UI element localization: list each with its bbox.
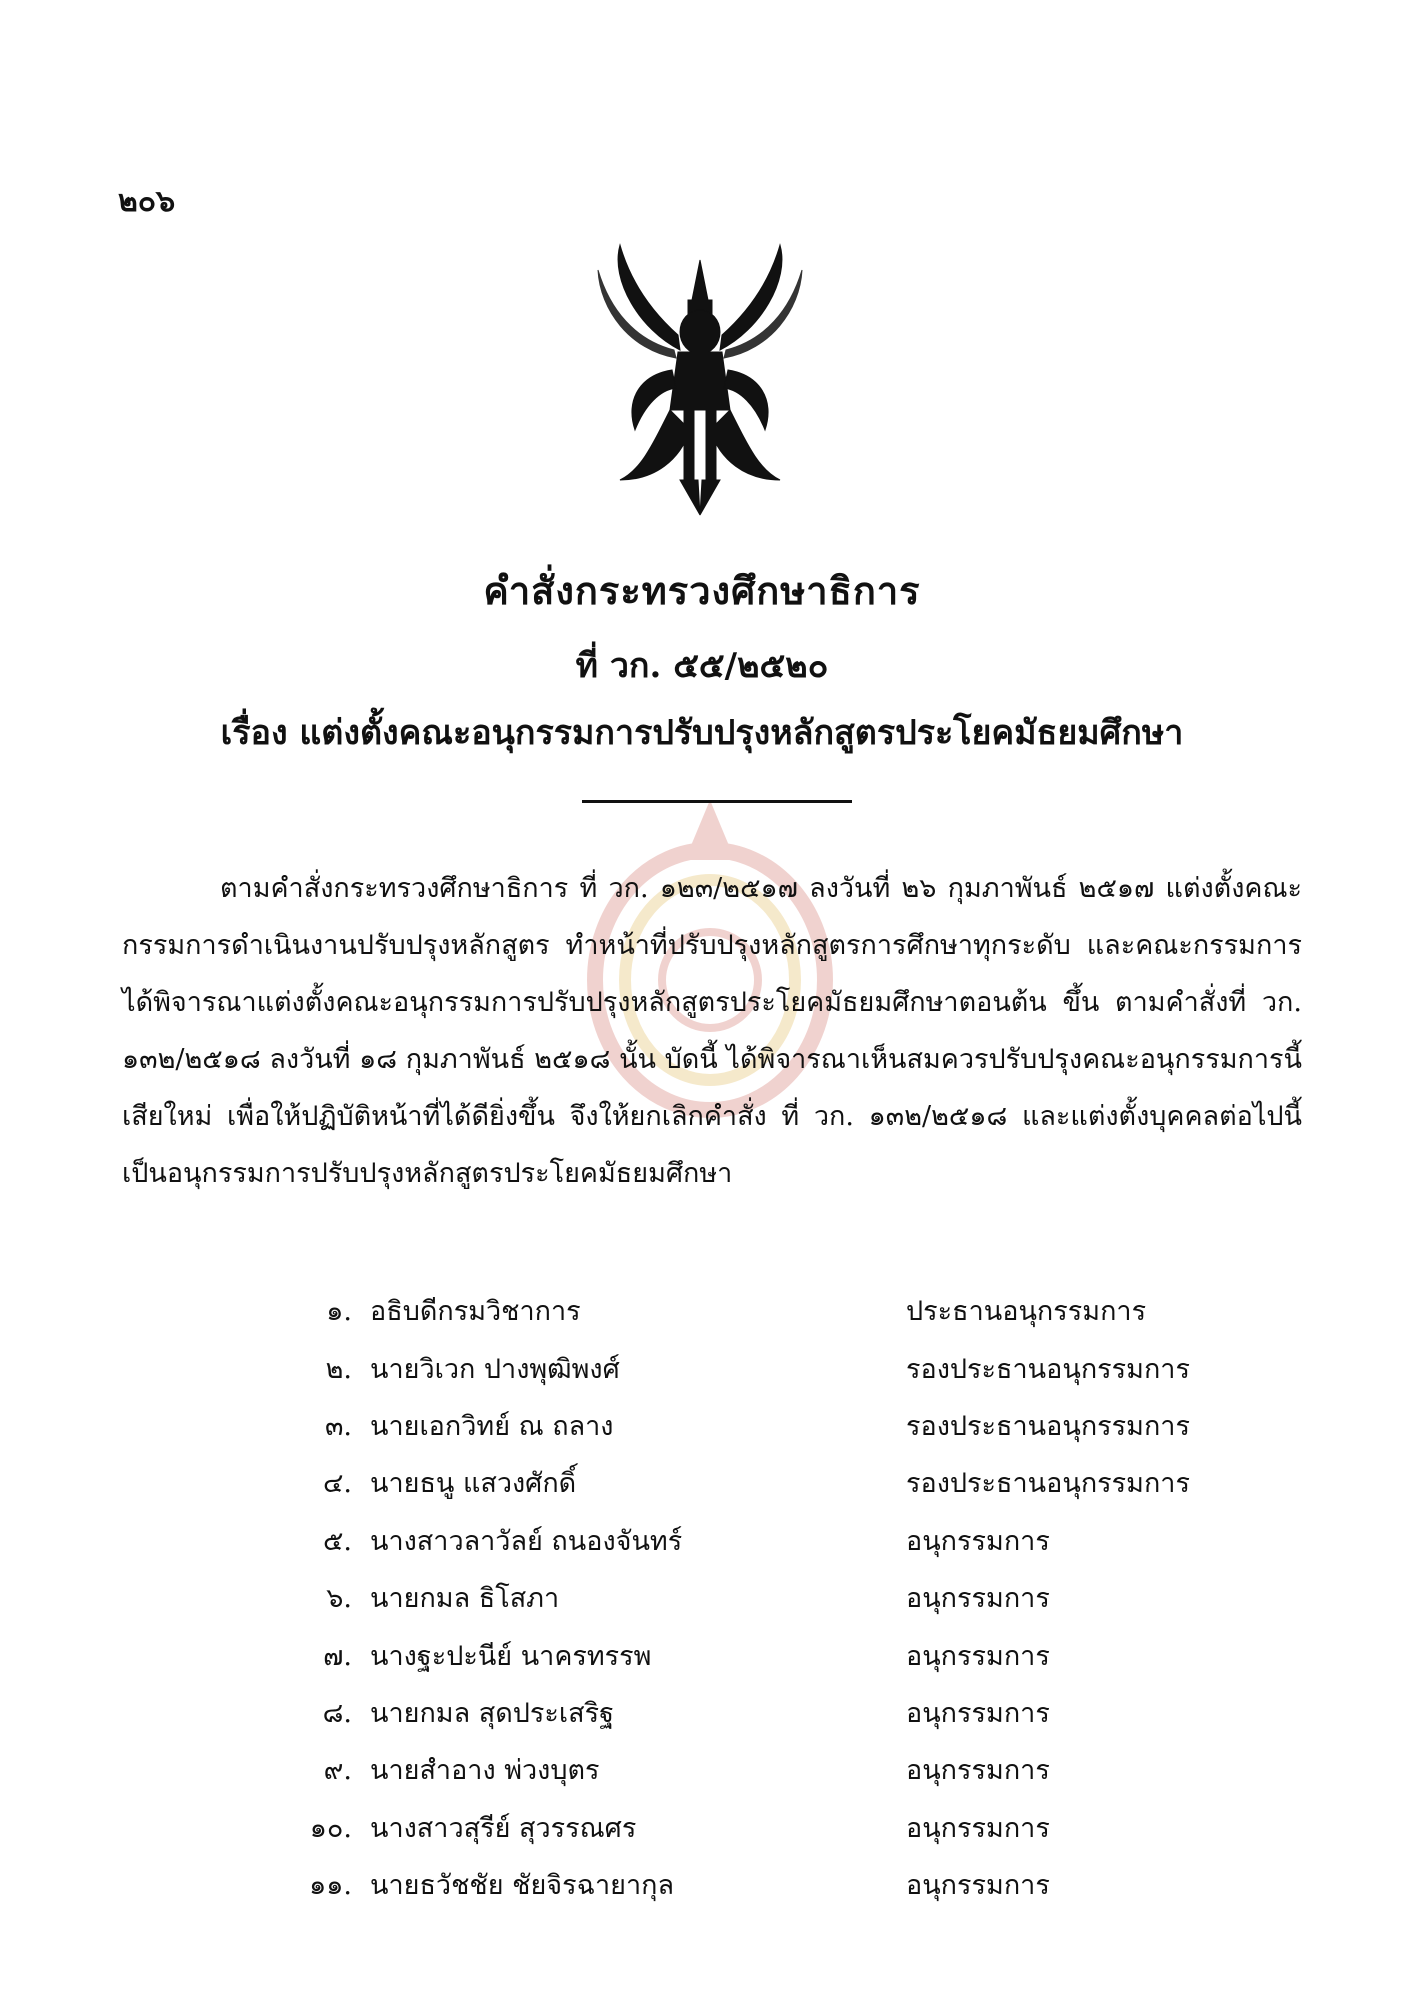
garuda-emblem-icon <box>580 240 820 520</box>
list-item <box>270 1569 1230 1626</box>
member-name: นางสาวสุรีย์ สุวรรณศร <box>370 1812 637 1844</box>
list-item <box>270 1282 1230 1339</box>
member-role: รองประธานอนุกรรมการ <box>906 1353 1190 1385</box>
list-item <box>270 1856 1230 1913</box>
document-subject: เรื่อง แต่งตั้งคณะอนุกรรมการปรับปรุงหลักสูตรประโยคมัธยมศึกษา <box>220 713 1184 753</box>
member-number: ๕. <box>322 1525 352 1557</box>
member-name: นายกมล ธิโสภา <box>370 1583 560 1615</box>
member-role: อนุกรรมการ <box>906 1640 1050 1672</box>
page-number: ๒๐๖ <box>118 184 176 219</box>
member-number: ๙. <box>323 1755 352 1787</box>
member-number: ๖. <box>326 1583 352 1615</box>
member-role: อนุกรรมการ <box>906 1583 1050 1615</box>
list-item <box>270 1454 1230 1511</box>
member-role: อนุกรรมการ <box>906 1812 1050 1844</box>
document-title: คำสั่งกระทรวงศึกษาธิการ <box>483 568 921 613</box>
member-name: นายวิเวก ปางพุฒิพงศ์ <box>370 1353 620 1385</box>
member-role: รองประธานอนุกรรมการ <box>906 1410 1190 1442</box>
member-name: นายกมล สุดประเสริฐ <box>370 1697 614 1729</box>
list-item <box>270 1397 1230 1454</box>
member-role: อนุกรรมการ <box>906 1525 1050 1557</box>
list-item <box>270 1799 1230 1856</box>
member-number: ๘. <box>322 1697 352 1729</box>
member-name: นายสำอาง พ่วงบุตร <box>370 1755 600 1787</box>
list-item <box>270 1512 1230 1569</box>
member-role: อนุกรรมการ <box>906 1870 1050 1902</box>
divider <box>582 800 852 803</box>
member-name: นางสาวลาวัลย์ ถนองจันทร์ <box>370 1525 683 1557</box>
member-name: นางฐะปะนีย์ นาครทรรพ <box>370 1640 652 1672</box>
member-number: ๑. <box>326 1296 352 1328</box>
member-number: ๒. <box>325 1353 352 1385</box>
list-item <box>270 1684 1230 1741</box>
member-number: ๑๑. <box>309 1870 352 1902</box>
list-item <box>270 1626 1230 1683</box>
member-name: อธิบดีกรมวิชาการ <box>370 1296 581 1328</box>
member-role: ประธานอนุกรรมการ <box>906 1296 1147 1328</box>
member-list <box>270 1282 1230 1913</box>
member-name: นายเอกวิทย์ ณ ถลาง <box>370 1410 614 1442</box>
order-number: ที่ วก. ๕๕/๒๕๒๐ <box>575 646 829 686</box>
member-number: ๑๐. <box>309 1812 352 1844</box>
member-number: ๔. <box>322 1468 352 1500</box>
member-role: อนุกรรมการ <box>906 1697 1050 1729</box>
member-role: อนุกรรมการ <box>906 1755 1050 1787</box>
member-name: นายธนู แสวงศักดิ์ <box>370 1468 577 1500</box>
list-item <box>270 1339 1230 1396</box>
member-number: ๗. <box>323 1640 352 1672</box>
member-role: รองประธานอนุกรรมการ <box>906 1468 1190 1500</box>
list-item <box>270 1741 1230 1798</box>
body-paragraph: ตามคำสั่งกระทรวงศึกษาธิการ ที่ วก. ๑๒๓/๒๕๑๗ ลงวันที่ ๒๖ กุมภาพันธ์ ๒๕๑๗ แต่งตั้งคณะกรรมการดำเนินงานปรับปรุงหลักสูตร ทำหน้าที่ปรับปรุงหลักสูตรการศึกษาทุกระดับ และคณะกรรมการได้พิจารณาแต่งตั้งคณะอนุกรรมการปรับปรุงหลักสูตรประโยคมัธยมศึกษาตอนต้น ขึ้น ตามคำสั่งที่ วก. ๑๓๒/๒๕๑๘ ลงวันที่ ๑๘ กุมภาพันธ์ ๒๕๑๘ นั้น บัดนี้ ได้พิจารณาเห็นสมควรปรับปรุงคณะอนุกรรมการนี้เสียใหม่ เพื่อให้ปฏิบัติหน้าที่ได้ดียิ่งขึ้น จึงให้ยกเลิกคำสั่ง ที่ วก. ๑๓๒/๒๕๑๘ และแต่งตั้งบุคคลต่อไปนี้เป็นอนุกรรมการปรับปรุงหลักสูตรประโยคมัธยมศึกษา <box>122 873 1302 1189</box>
member-number: ๓. <box>324 1410 352 1442</box>
member-name: นายธวัชชัย ชัยจิรฉายากุล <box>370 1870 675 1902</box>
